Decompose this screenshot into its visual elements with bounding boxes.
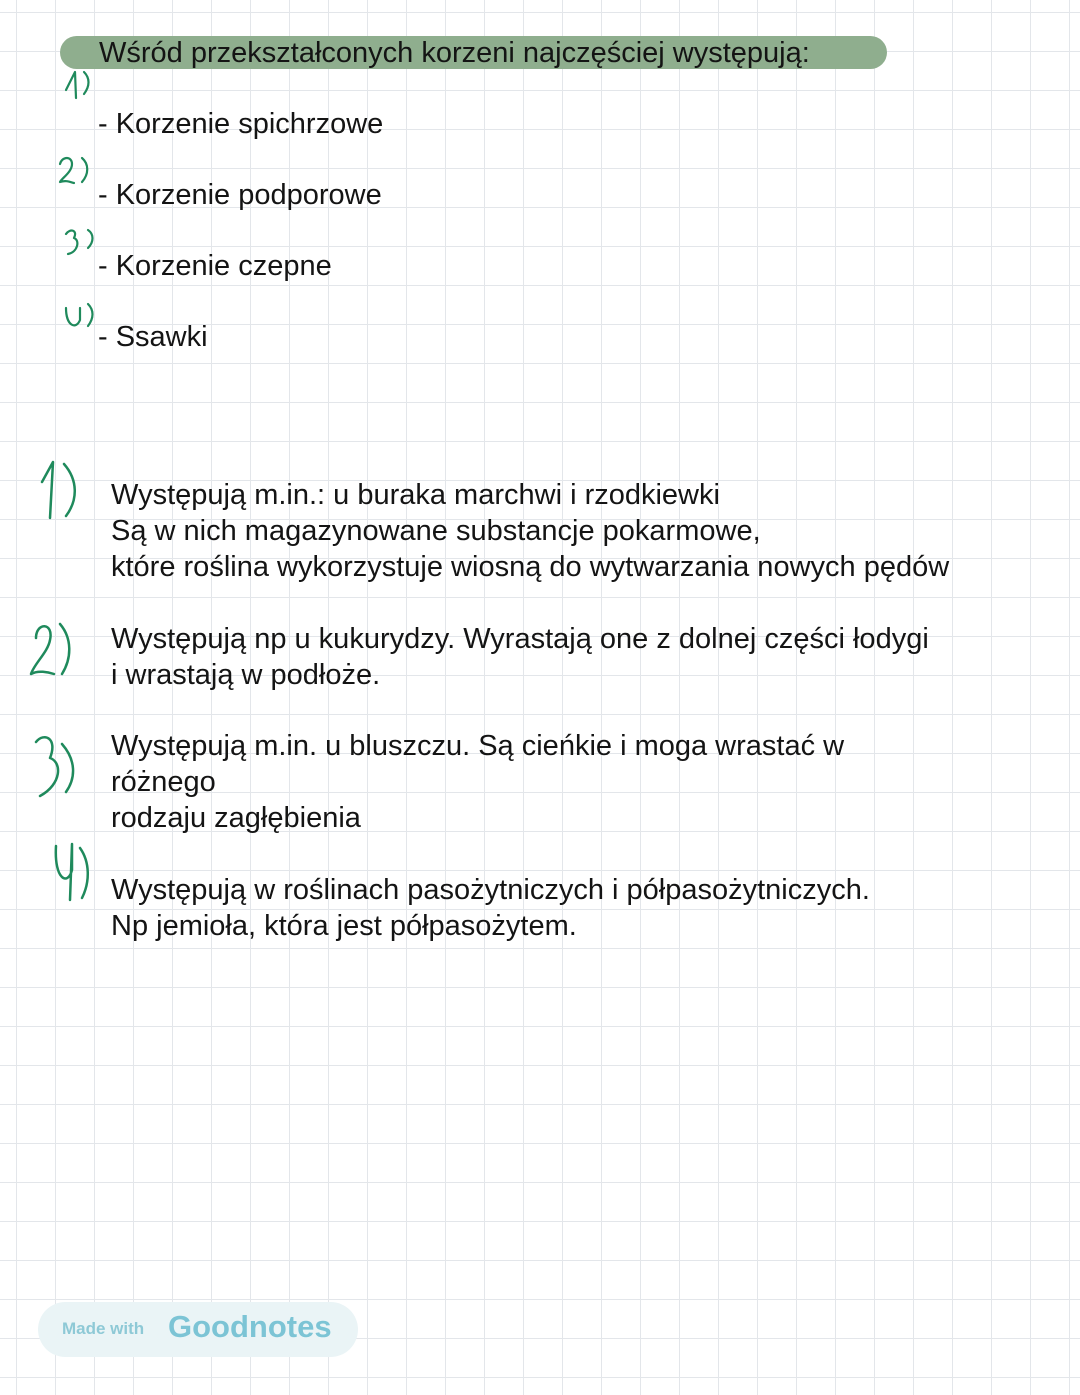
paragraph-line: Są w nich magazynowane substancje pokarmowe, bbox=[111, 515, 761, 547]
paragraph-ssawki bbox=[111, 872, 1031, 944]
paragraph-line: które roślina wykorzystuje wiosną do wytwarzania nowych pędów bbox=[111, 551, 950, 583]
list-item-czepne: - Korzenie czepne bbox=[98, 250, 332, 282]
paragraph-line: Występują m.in. u bluszczu. Są cieńkie i moga wrastać w bbox=[111, 730, 845, 762]
list-item-podporowe: - Korzenie podporowe bbox=[98, 179, 382, 211]
handwritten-number-3-small bbox=[62, 224, 102, 264]
paragraph-line: Występują w roślinach pasożytniczych i półpasożytniczych. bbox=[111, 874, 870, 906]
goodnotes-logo: Goodnotes bbox=[168, 1309, 332, 1344]
made-with-goodnotes-badge[interactable] bbox=[38, 1302, 358, 1357]
paragraph-czepne bbox=[111, 728, 1031, 836]
handwritten-number-4-large bbox=[50, 840, 94, 906]
list-item-spichrzowe: - Korzenie spichrzowe bbox=[98, 108, 384, 140]
handwritten-number-2-small bbox=[56, 152, 96, 192]
paragraph-line: i wrastają w podłoże. bbox=[111, 659, 381, 691]
paragraph-spichrzowe bbox=[111, 477, 1031, 585]
handwritten-number-4-small bbox=[62, 300, 102, 340]
paragraph-line: różnego bbox=[111, 766, 216, 798]
list-item-ssawki: - Ssawki bbox=[98, 321, 208, 353]
page-heading: Wśród przekształconych korzeni najczęściej występują: bbox=[99, 37, 810, 69]
paragraph-line: Np jemioła, która jest półpasożytem. bbox=[111, 910, 577, 942]
paragraph-line: Występują np u kukurydzy. Wyrastają one z dolnej części łodygi bbox=[111, 623, 929, 655]
paragraph-line: Występują m.in.: u buraka marchwi i rzodkiewki bbox=[111, 479, 720, 511]
handwritten-number-1-large bbox=[38, 458, 82, 524]
paragraph-podporowe bbox=[111, 621, 1031, 693]
handwritten-number-3-large bbox=[32, 732, 80, 800]
handwritten-number-2-large bbox=[28, 620, 74, 680]
badge-prefix: Made with bbox=[62, 1319, 145, 1338]
paragraph-line: rodzaju zagłębienia bbox=[111, 802, 361, 834]
handwritten-number-1-small bbox=[62, 68, 98, 104]
